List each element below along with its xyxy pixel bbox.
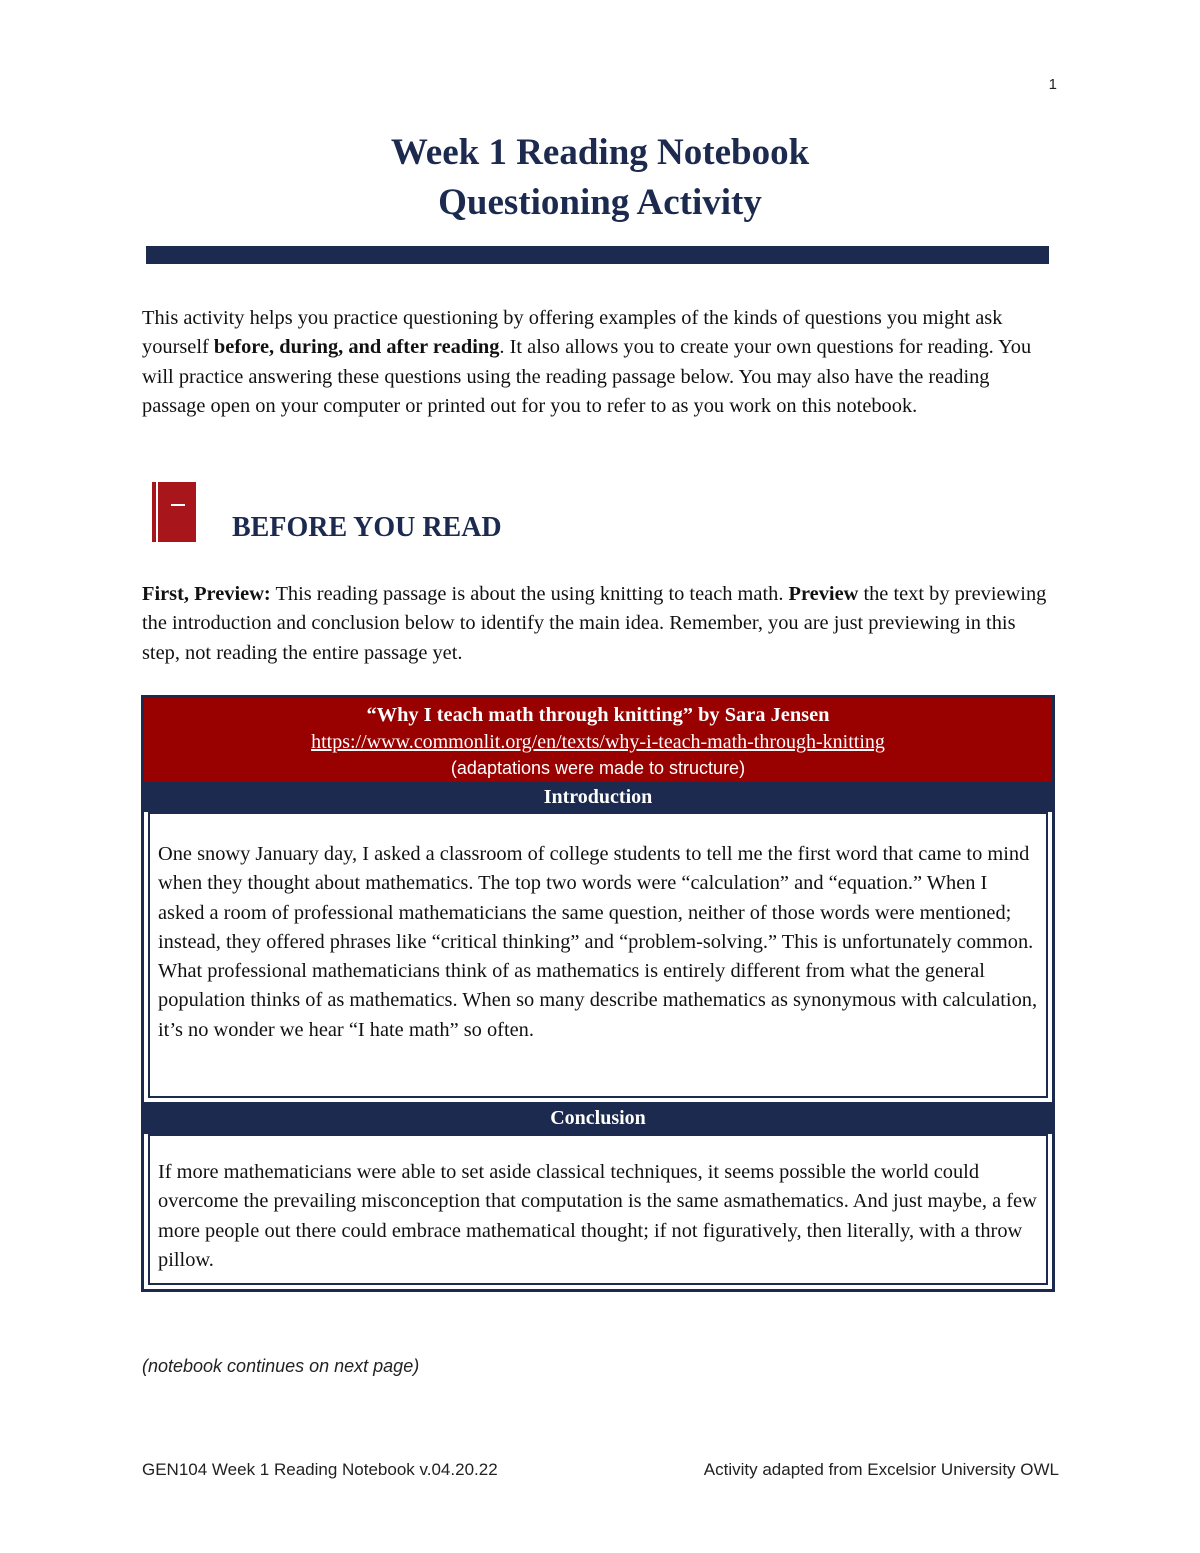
book-icon	[152, 482, 196, 542]
title-line-2: Questioning Activity	[438, 182, 762, 223]
title-line-1: Week 1 Reading Notebook	[390, 132, 810, 173]
footer-left: GEN104 Week 1 Reading Notebook v.04.20.22	[142, 1460, 498, 1479]
passage-note: (adaptations were made to structure)	[450, 758, 746, 778]
reading-passage-table	[141, 695, 1055, 1292]
passage-link[interactable]: https://www.commonlit.org/en/texts/why-i-teach-math-through-knitting	[311, 731, 885, 753]
preview-paragraph	[142, 580, 1052, 668]
conclusion-text: If more mathematicians were able to set aside classical techniques, it seems possible the world could overcome the prevailing misconception that computation is the same asmathematics. And just maybe, a few more people out there could embrace mathematical thought; if not figuratively, then literally, with a throw pillow.	[158, 1161, 1037, 1271]
preview-text-a: This reading passage is about the using knitting to teach math.	[270, 583, 789, 605]
before-you-read-heading	[152, 482, 652, 544]
introduction-cell	[148, 812, 1048, 1098]
section-title: BEFORE YOU READ	[232, 512, 502, 543]
passage-header	[144, 698, 1052, 782]
introduction-text: One snowy January day, I asked a classroom of college students to tell me the first word that came to mind when they thought about mathematics. The top two words were “calculation” and “equation.” When I asked a room of professional mathematicians the same question, neither of those words were mentioned; instead, they offered phrases like “critical thinking” and “problem-solving.” This is unfortunately common. What professional mathematicians think of as mathematics is entirely different from what the general population thinks of as mathematics. When so many describe mathematics as synonymous with calculation, it’s no wonder we hear “I hate math” so often.	[158, 843, 1038, 1041]
preview-text-b: the text by previewing the introduction and conclusion below to identify the main idea. Remember, you are just previewing in this step, not reading the entire passage yet.	[142, 583, 1047, 664]
intro-text-a: This activity helps you practice questioning by offering examples of the kinds of questions you might ask yourself	[142, 307, 1003, 359]
passage-title: “Why I teach math through knitting” by Sara Jensen	[366, 704, 830, 726]
conclusion-cell	[148, 1134, 1048, 1285]
intro-text-b: . It also allows you to create your own questions for reading. You will practice answering these questions using the reading passage below. You may also have the reading passage open on your computer or printed out for you to refer to as you work on this notebook.	[142, 336, 1032, 417]
continues-note: (notebook continues on next page)	[142, 1356, 420, 1376]
title-rule	[146, 246, 1049, 264]
page-number: 1	[1048, 76, 1057, 93]
conclusion-band: Conclusion	[144, 1102, 1052, 1134]
preview-label: First, Preview:	[142, 583, 271, 605]
intro-bold: before, during, and after reading	[213, 336, 500, 359]
preview-word: Preview	[788, 583, 859, 605]
intro-paragraph	[142, 304, 1052, 421]
introduction-band: Introduction	[144, 782, 1052, 812]
footer-right: Activity adapted from Excelsior University OWL	[703, 1460, 1059, 1479]
document-title	[0, 128, 1200, 228]
